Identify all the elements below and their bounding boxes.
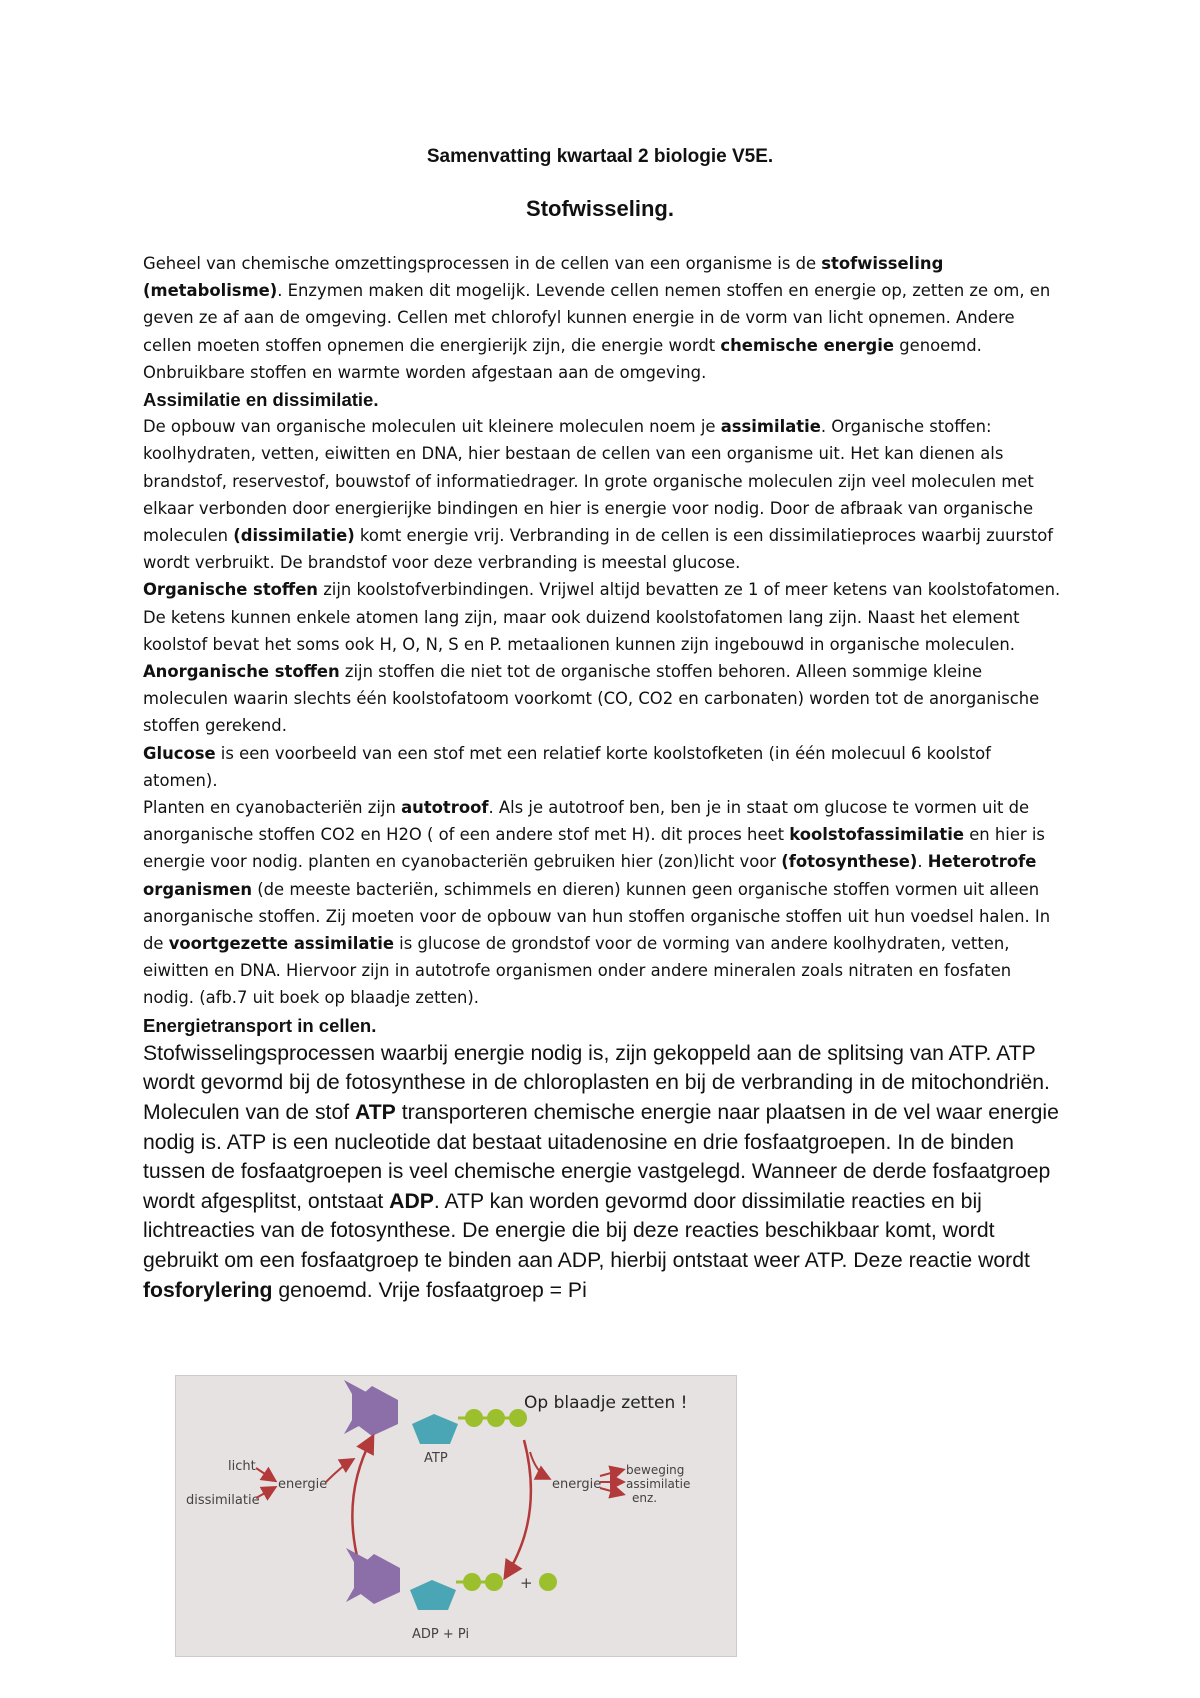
paragraph-energietransport: Stofwisselingsprocessen waarbij energie nodig is, zijn gekoppeld aan de splitsing van ATP. ATP wordt gevormd bij de fotosynthese in de chloroplasten en bij de verbranding in de mitochondriën. Moleculen van de stof ATP transporteren chemische energie naar plaatsen in de vel waar energie nodig is. ATP is een nucleotide dat bestaat uitadenosine en drie fosfaatgroepen. In de binden tussen de fosfaatgroepen is veel chemische energie vastgelegd. Wanneer de derde fosfaatgroep wordt afgesplitst, ontstaat ADP. ATP kan worden gevormd door dissimilatie reacties en bij lichtreacties van de fotosynthese. De energie die bij deze reacties beschikbaar komt, wordt gebruikt om een fosfaatgroep te binden aan ADP, hierbij ontstaat weer ATP. Deze reactie wordt fosforylering genoemd. Vrije fosfaatgroep = Pi bbox=[143, 1041, 1059, 1302]
paragraph-organische-stoffen: Organische stoffen zijn koolstofverbindingen. Vrijwel altijd bevatten ze 1 of meer ketens van koolstofatomen. De ketens kunnen enkele atomen lang zijn, maar ook duizend koolstofatomen lang zijn. Naast het element koolstof bevat het soms ook H, O, N, S en P. metaalionen kunnen zijn ingebouwd in organische moleculen. Anorganische stoffen zijn stoffen die niet tot de organische stoffen behoren. Alleen sommige kleine moleculen waarin slechts één koolstofatoom voorkomt (CO, CO2 en carbonaten) worden tot de anorganische stoffen gerekend. bbox=[143, 580, 1061, 736]
atp-molecule bbox=[344, 1380, 527, 1444]
ribose-pentagon-bottom bbox=[410, 1580, 456, 1610]
paragraph-autotroof: Planten en cyanobacteriën zijn autotroof. Als je autotroof ben, ben je in staat om glucose te vormen uit de anorganische stoffen CO2 en H2O ( of een andere stof met H). dit proces heet koolstofassimilatie en hier is energie voor nodig. planten en cyanobacteriën gebruiken hier (zon)licht voor (fotosynthese). Heterotrofe organismen (de meeste bacteriën, schimmels en dieren) kunnen geen organische stoffen vormen uit alleen anorganische stoffen. Zij moeten voor de opbouw van hun stoffen organische stoffen uit hun voedsel halen. In de voortgezette assimilatie is glucose de grondstof voor de vorming van andere koolhydraten, vetten, eiwitten en DNA. Hiervoor zijn in autotrofe organismen onder andere mineralen zoals nitraten en fosfaten nodig. (afb.7 uit boek op blaadje zetten). bbox=[143, 798, 1051, 1008]
section-title-stofwisseling: Stofwisseling. bbox=[526, 196, 674, 221]
dissimilatie-label: dissimilatie bbox=[186, 1493, 260, 1508]
energie-right-label: energie bbox=[552, 1477, 602, 1492]
enz-label: enz. bbox=[632, 1491, 658, 1505]
paragraph-assimilatie: De opbouw van organische moleculen uit kleinere moleculen noem je assimilatie. Organische stoffen: koolhydraten, vetten, eiwitten en DNA, hier bestaan de cellen van een organisme uit. Het kan dienen als brandstof, reservestof, bouwstof of informatiedrager. In grote organische moleculen zijn veel moleculen met elkaar verbonden door energierijke bindingen en hier is energie voor nodig. Door de afbraak van organische moleculen (dissimilatie) komt energie vrij. Verbranding in de cellen is een dissimilatieproces waarbij zuurstof wordt verbruikt. De brandstof voor deze verbranding is meestal glucose. bbox=[143, 417, 1054, 573]
arrow-atp-to-energie bbox=[530, 1452, 548, 1478]
atp-label: ATP bbox=[424, 1451, 448, 1466]
beweging-label: beweging bbox=[626, 1463, 685, 1477]
arrow-licht-energie bbox=[256, 1468, 274, 1480]
free-phosphate-pi bbox=[539, 1573, 557, 1591]
phosphate-group-adp-1 bbox=[463, 1573, 481, 1591]
licht-label: licht bbox=[228, 1459, 256, 1474]
heading-energietransport: Energietransport in cellen. bbox=[143, 1014, 377, 1036]
arrow-energie-to-atp bbox=[326, 1460, 352, 1482]
plus-sign: + bbox=[520, 1574, 533, 1592]
atp-cycle-figure bbox=[175, 1375, 737, 1657]
energie-left-label: energie bbox=[278, 1477, 328, 1492]
paragraph-stofwisseling: Geheel van chemische omzettingsprocessen in de cellen van een organisme is de stofwisseling (metabolisme). Enzymen maken dit mogelijk. Levende cellen nemen stoffen en energie op, zetten ze om, en geven ze af aan de omgeving. Cellen met chlorofyl kunnen energie in de vorm van licht opnemen. Andere cellen moeten stoffen opnemen die energierijk zijn, die energie wordt chemische energie genoemd. Onbruikbare stoffen en warmte worden afgestaan aan de omgeving. bbox=[143, 254, 1051, 382]
assimilatie-label: assimilatie bbox=[626, 1477, 691, 1491]
atp-cycle-diagram bbox=[176, 1376, 737, 1657]
phosphate-group-2 bbox=[487, 1409, 505, 1427]
document-body bbox=[143, 250, 1063, 1305]
arrow-atp-to-adp bbox=[506, 1440, 531, 1576]
phosphate-group-1 bbox=[465, 1409, 483, 1427]
document-title: Samenvatting kwartaal 2 biologie V5E. bbox=[426, 146, 774, 167]
paragraph-glucose: Glucose is een voorbeeld van een stof met een relatief korte koolstofketen (in één molecuul 6 koolstof atomen). bbox=[143, 743, 991, 790]
adp-molecule bbox=[346, 1548, 503, 1610]
heading-assimilatie: Assimilatie en dissimilatie. bbox=[143, 389, 379, 411]
ribose-pentagon-top bbox=[412, 1414, 458, 1444]
adp-pi-label: ADP + Pi bbox=[412, 1627, 470, 1642]
op-blaadje-zetten-note: Op blaadje zetten ! bbox=[524, 1393, 688, 1413]
phosphate-group-adp-2 bbox=[485, 1573, 503, 1591]
